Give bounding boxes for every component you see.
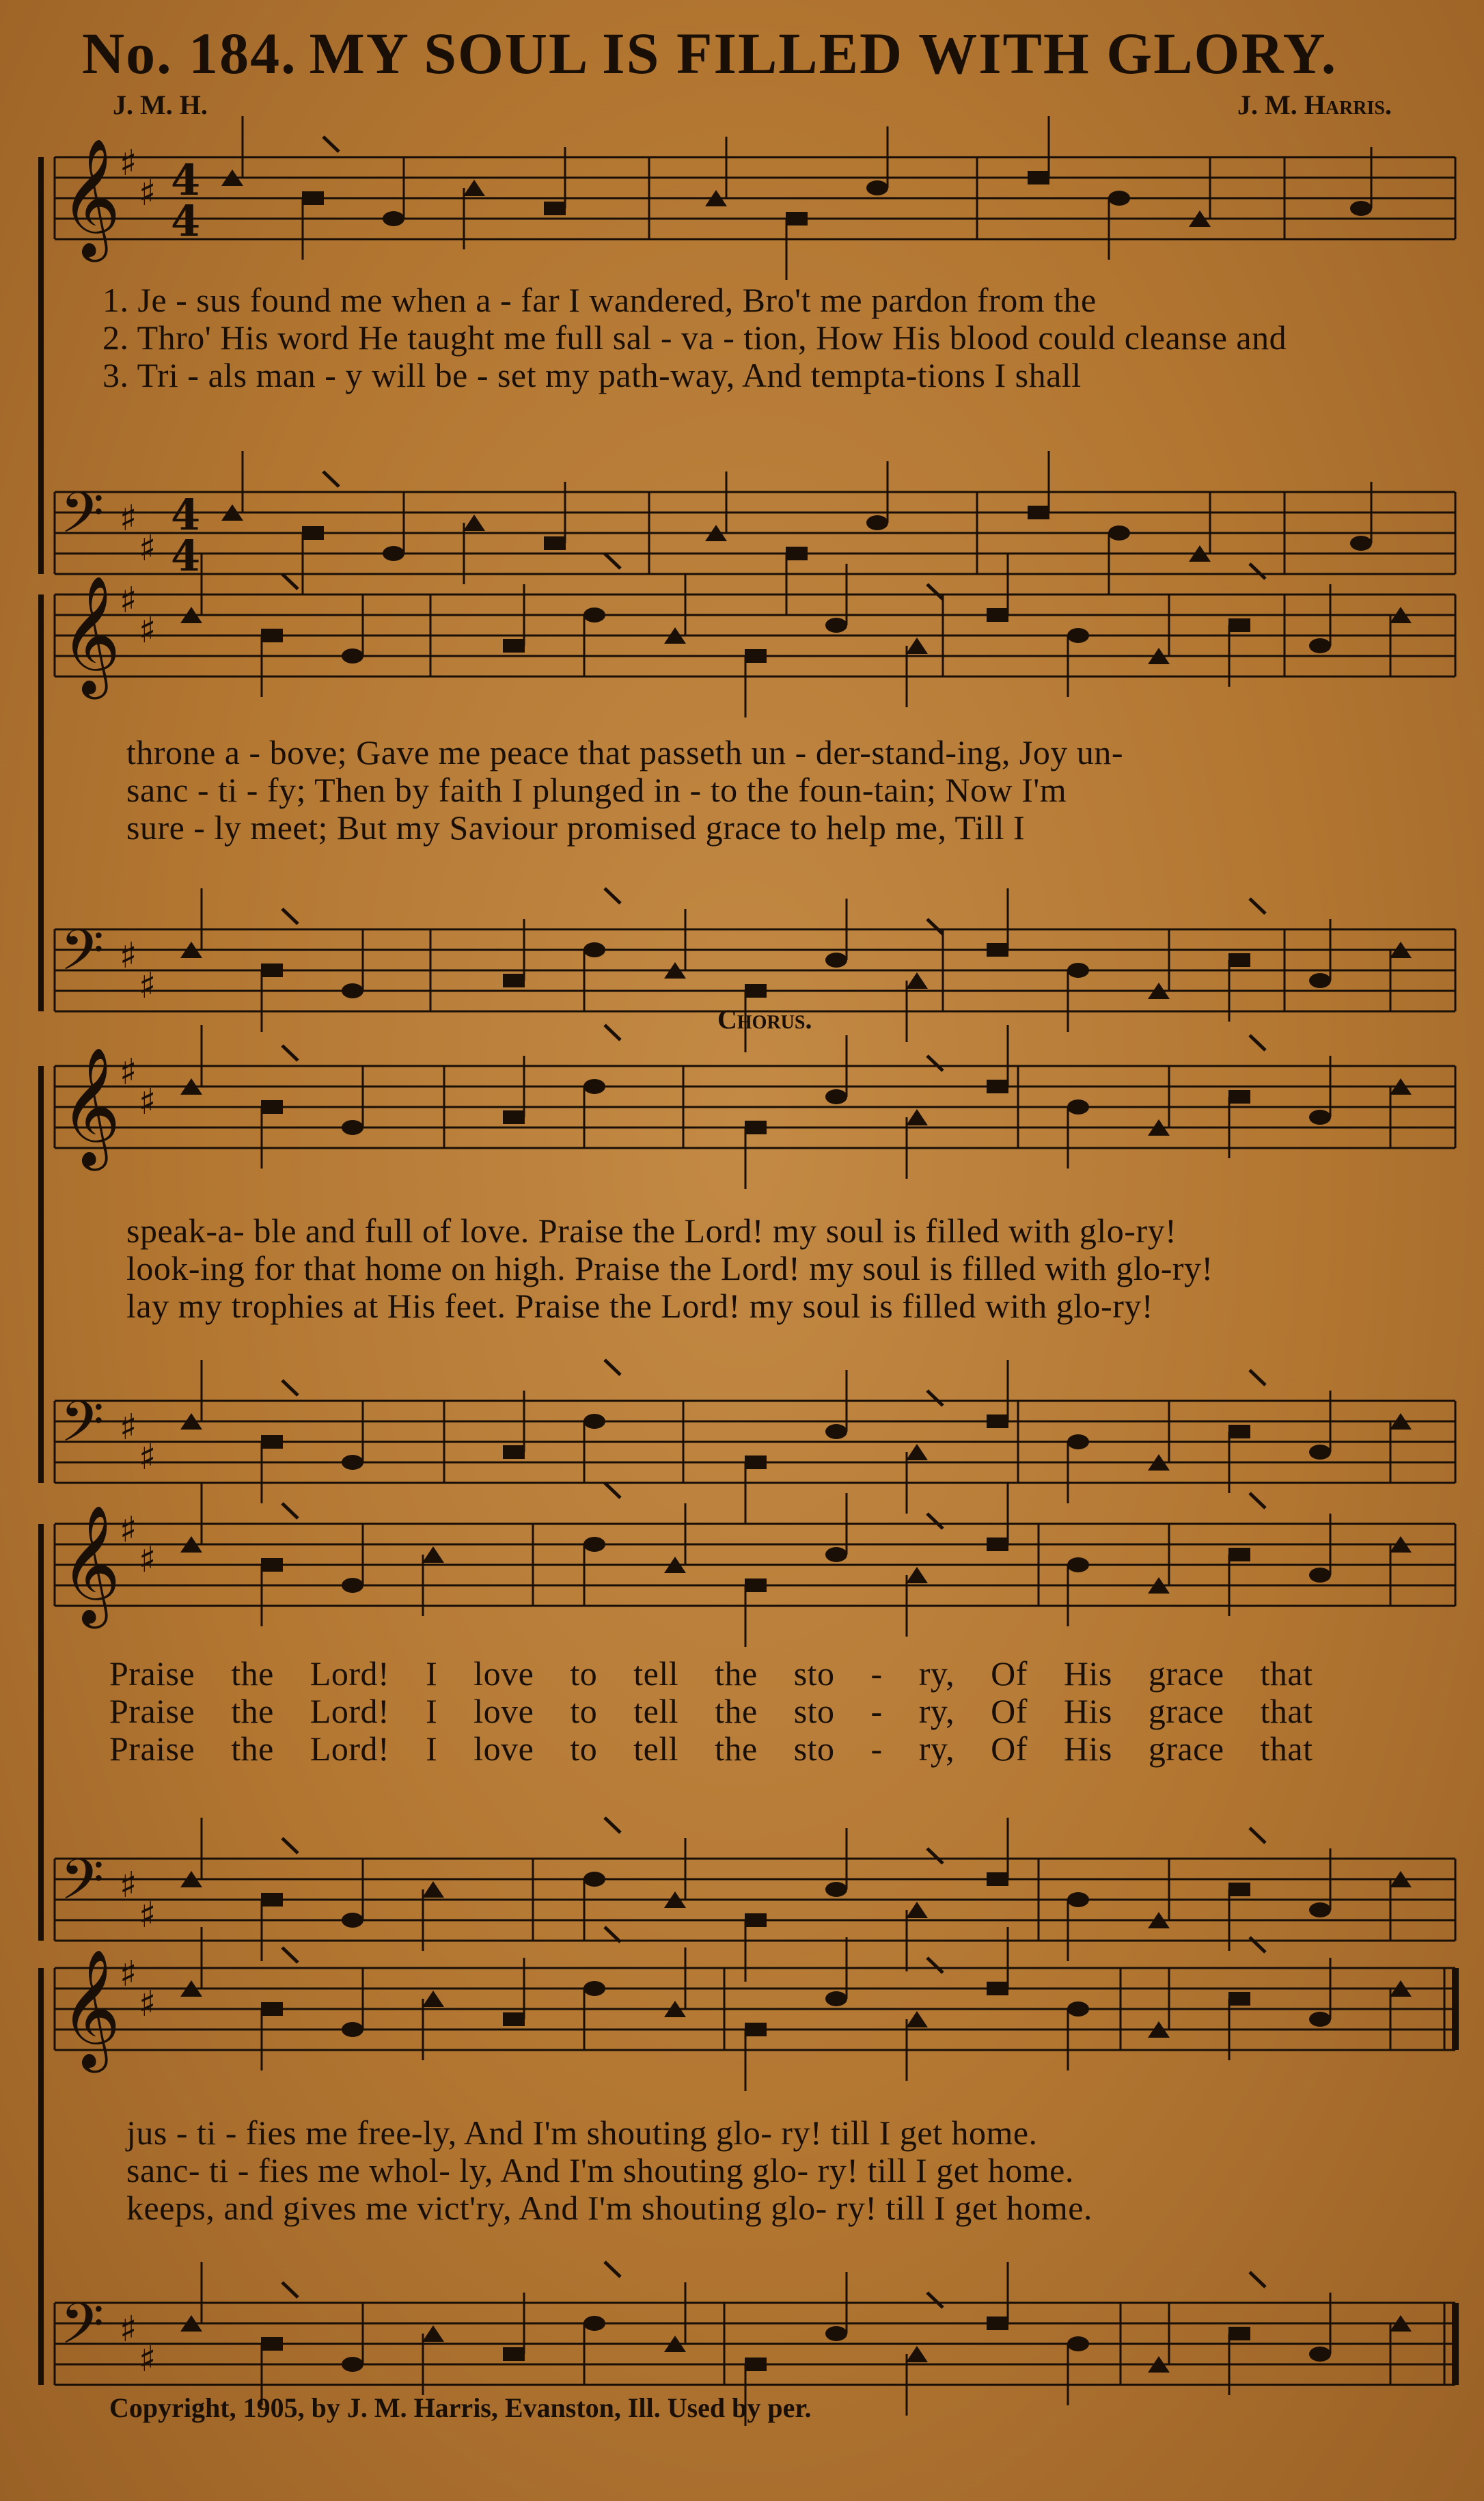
svg-text:♯: ♯: [120, 580, 137, 621]
lyric-verse2-line5: sanc- ti - fies me whol- ly, And I'm shouting glo- ry! till I get home.: [126, 2151, 1074, 2189]
svg-text:♯: ♯: [139, 528, 156, 569]
hymn-number: No. 184.: [82, 20, 297, 86]
svg-text:♯: ♯: [120, 1052, 137, 1093]
svg-text:𝄞: 𝄞: [60, 1949, 121, 2068]
music-credit: J. M. Harris.: [1237, 90, 1392, 120]
svg-text:𝄢: 𝄢: [60, 1846, 105, 1926]
svg-text:𝄞: 𝄞: [60, 1505, 121, 1624]
svg-text:♯: ♯: [139, 1540, 156, 1581]
lyric-verse1-line2: throne a - bove; Gave me peace that passeth un - der-stand-ing, Joy un-: [126, 733, 1124, 771]
svg-text:𝄢: 𝄢: [60, 480, 105, 560]
svg-text:♯: ♯: [120, 1865, 137, 1906]
svg-text:4: 4: [171, 155, 201, 205]
svg-text:♯: ♯: [120, 1407, 137, 1448]
svg-text:♯: ♯: [139, 1437, 156, 1478]
svg-text:♯: ♯: [139, 1984, 156, 2025]
svg-text:𝄢: 𝄢: [60, 1389, 105, 1468]
svg-text:♯: ♯: [120, 498, 137, 539]
svg-text:𝄢: 𝄢: [60, 2291, 105, 2370]
svg-text:♯: ♯: [139, 1895, 156, 1936]
svg-text:𝄞: 𝄞: [60, 1047, 121, 1166]
svg-text:♯: ♯: [120, 143, 137, 184]
svg-text:♯: ♯: [120, 1509, 137, 1550]
svg-text:♯: ♯: [139, 173, 156, 214]
svg-text:♯: ♯: [139, 1082, 156, 1123]
lyric-verse3-line3: lay my trophies at His feet. Praise the Lord! my soul is filled with glo-ry!: [126, 1287, 1153, 1325]
hymn-title-line: [82, 19, 1414, 87]
hymn-title: MY SOUL IS FILLED WITH GLORY.: [309, 20, 1338, 86]
copyright-notice: Copyright, 1905, by J. M. Harris, Evanston, Ill. Used by per.: [109, 2392, 812, 2423]
svg-text:𝄞: 𝄞: [60, 138, 121, 257]
svg-text:4: 4: [171, 196, 201, 246]
svg-text:♯: ♯: [139, 2339, 156, 2380]
svg-text:♯: ♯: [139, 966, 156, 1007]
svg-text:♯: ♯: [120, 1954, 137, 1995]
lyric-verse3-line4: Praise the Lord! I love to tell the sto - ry, Of His grace that: [109, 1730, 1313, 1768]
lyric-verse2-line1: 2. Thro' His word He taught me full sal - va - tion, How His blood could cleanse and: [102, 318, 1287, 357]
lyric-verse1-line3: speak-a- ble and full of love. Praise the Lord! my soul is filled with glo-ry!: [126, 1212, 1177, 1250]
svg-text:♯: ♯: [120, 2309, 137, 2350]
lyric-verse3-line1: 3. Tri - als man - y will be - set my path-way, And tempta-tions I shall: [102, 356, 1082, 394]
svg-text:4: 4: [171, 490, 201, 540]
lyric-verse2-line4: Praise the Lord! I love to tell the sto - ry, Of His grace that: [109, 1692, 1313, 1730]
svg-text:♯: ♯: [120, 935, 137, 976]
svg-text:♯: ♯: [139, 610, 156, 651]
svg-text:4: 4: [171, 531, 201, 581]
chorus-label: Chorus.: [717, 1004, 812, 1035]
svg-text:𝄢: 𝄢: [60, 917, 105, 997]
lyric-verse1-line1: 1. Je - sus found me when a - far I wandered, Bro't me pardon from the: [102, 281, 1097, 319]
lyric-verse3-line5: keeps, and gives me vict'ry, And I'm shouting glo- ry! till I get home.: [126, 2189, 1093, 2227]
lyric-verse3-line2: sure - ly meet; But my Saviour promised grace to help me, Till I: [126, 808, 1026, 847]
lyric-verse1-line5: jus - ti - fies me free-ly, And I'm shouting glo- ry! till I get home.: [126, 2114, 1038, 2152]
lyric-verse2-line3: look-ing for that home on high. Praise the Lord! my soul is filled with glo-ry!: [126, 1249, 1213, 1287]
lyric-verse2-line2: sanc - ti - fy; Then by faith I plunged in - to the foun-tain; Now I'm: [126, 771, 1067, 809]
svg-text:𝄞: 𝄞: [60, 575, 121, 694]
words-credit: J. M. H.: [113, 90, 208, 120]
lyric-verse1-line4: Praise the Lord! I love to tell the sto - ry, Of His grace that: [109, 1654, 1313, 1693]
